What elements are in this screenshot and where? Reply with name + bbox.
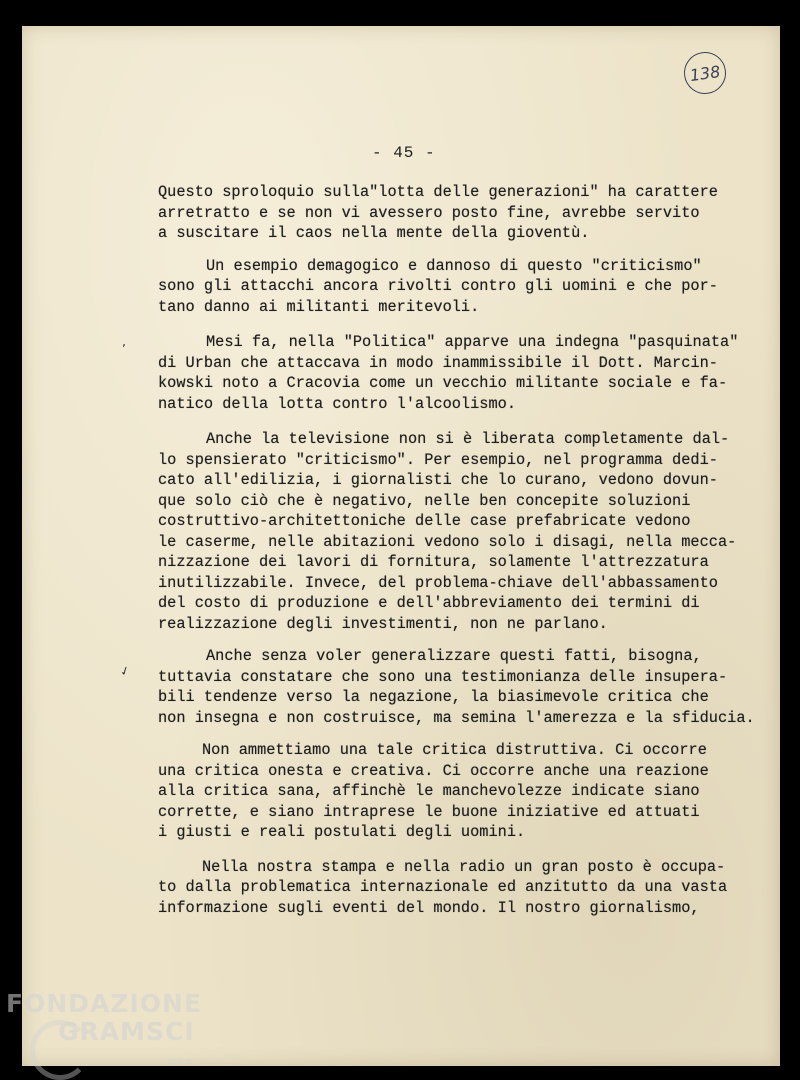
text-line: inutilizzabile. Invece, del problema-chiave dell'abbassamento: [158, 573, 718, 592]
paragraph-4: [158, 429, 768, 634]
text-line: del costo di produzione e dell'abbreviamento dei termini di: [158, 594, 700, 612]
document-body: [158, 182, 768, 918]
text-line: Nella nostra stampa e nella radio un gran posto è occupa-: [202, 857, 726, 876]
text-line: bili tendenze verso la negazione, la biasimevole critica che: [158, 688, 709, 706]
paragraph-2: [158, 256, 768, 318]
text-line: a suscitare il caos nella mente della gioventù.: [158, 224, 590, 242]
text-line: i giusti e reali postulati degli uomini.: [158, 823, 526, 841]
text-line: Mesi fa, nella "Politica" apparve una indegna "pasquinata": [206, 333, 739, 351]
text-line: informazione sugli eventi del mondo. Il nostro giornalismo,: [158, 898, 700, 917]
text-line: una critica onesta e creativa. Ci occorre anche una reazione: [158, 761, 709, 780]
text-line: Anche la televisione non si è liberata completamente dal-: [206, 430, 730, 448]
text-line: sono gli attacchi ancora rivolti contro gli uomini e che por-: [158, 277, 718, 295]
text-line: le caserme, nelle abitazioni vedono solo i disagi, nella mecca-: [158, 532, 737, 551]
paragraph-3: [158, 332, 768, 414]
paragraph-7: [158, 857, 768, 919]
text-line: Non ammettiamo una tale critica distruttiva. Ci occorre: [202, 741, 707, 759]
text-line: natico della lotta contro l'alcoolismo.: [158, 394, 517, 413]
page-number: - 45 -: [372, 144, 436, 162]
text-line: Questo sproloquio sulla"lotta delle generazioni" ha carattere: [158, 183, 718, 201]
text-line: non insegna e non costruisce, ma semina l'amerezza e la sfiducia.: [158, 708, 755, 727]
text-line: realizzazione degli investimenti, non ne parlano.: [158, 614, 608, 633]
margin-tick-mark: ʼ: [122, 342, 126, 356]
watermark-line-2: GRAMSCI: [58, 1017, 195, 1046]
text-line: que solo ciò che è negativo, nelle ben concepite soluzioni: [158, 491, 691, 510]
text-line: to dalla problematica internazionale ed anzitutto da una vasta: [158, 878, 728, 896]
archive-number: 138: [688, 61, 722, 85]
text-line: costruttivo-architettoniche delle case prefabricate vedono: [158, 512, 691, 530]
text-line: lo spensierato "criticismo". Per esempio, nel programma dedi-: [158, 450, 718, 469]
text-line: Un esempio demagogico e dannoso di questo "criticismo": [206, 256, 702, 275]
text-line: tuttavia constatare che sono una testimonianza delle insupera-: [158, 667, 728, 686]
watermark: [6, 989, 203, 1067]
watermark-line-1: FONDAZIONE: [6, 989, 203, 1018]
text-line: kowski noto a Cracovia come un vecchio militante sociale e fa-: [158, 374, 728, 392]
text-line: alla critica sana, affinchè le manchevolezze indicate siano: [158, 782, 700, 800]
text-line: corrette, e siano intraprese le buone iniziative ed attuati: [158, 802, 700, 821]
paragraph-5: [158, 646, 768, 728]
watermark-suffix: onlus: [168, 1057, 193, 1067]
paragraph-1: [158, 182, 768, 244]
text-line: di Urban che attaccava in modo inammissibile il Dott. Marcin-: [158, 353, 718, 372]
margin-check-mark: ✓: [117, 662, 133, 680]
text-line: tano danno ai militanti meritevoli.: [158, 297, 480, 316]
text-line: arretratto e se non vi avessero posto fine, avrebbe servito: [158, 203, 700, 222]
paragraph-6: [158, 740, 768, 843]
text-line: nizzazione dei lavori di fornitura, solamente l'attrezzatura: [158, 553, 709, 571]
text-line: Anche senza voler generalizzare questi fatti, bisogna,: [206, 647, 702, 665]
text-line: cato all'edilizia, i giornalisti che lo curano, vedono dovun-: [158, 471, 718, 489]
